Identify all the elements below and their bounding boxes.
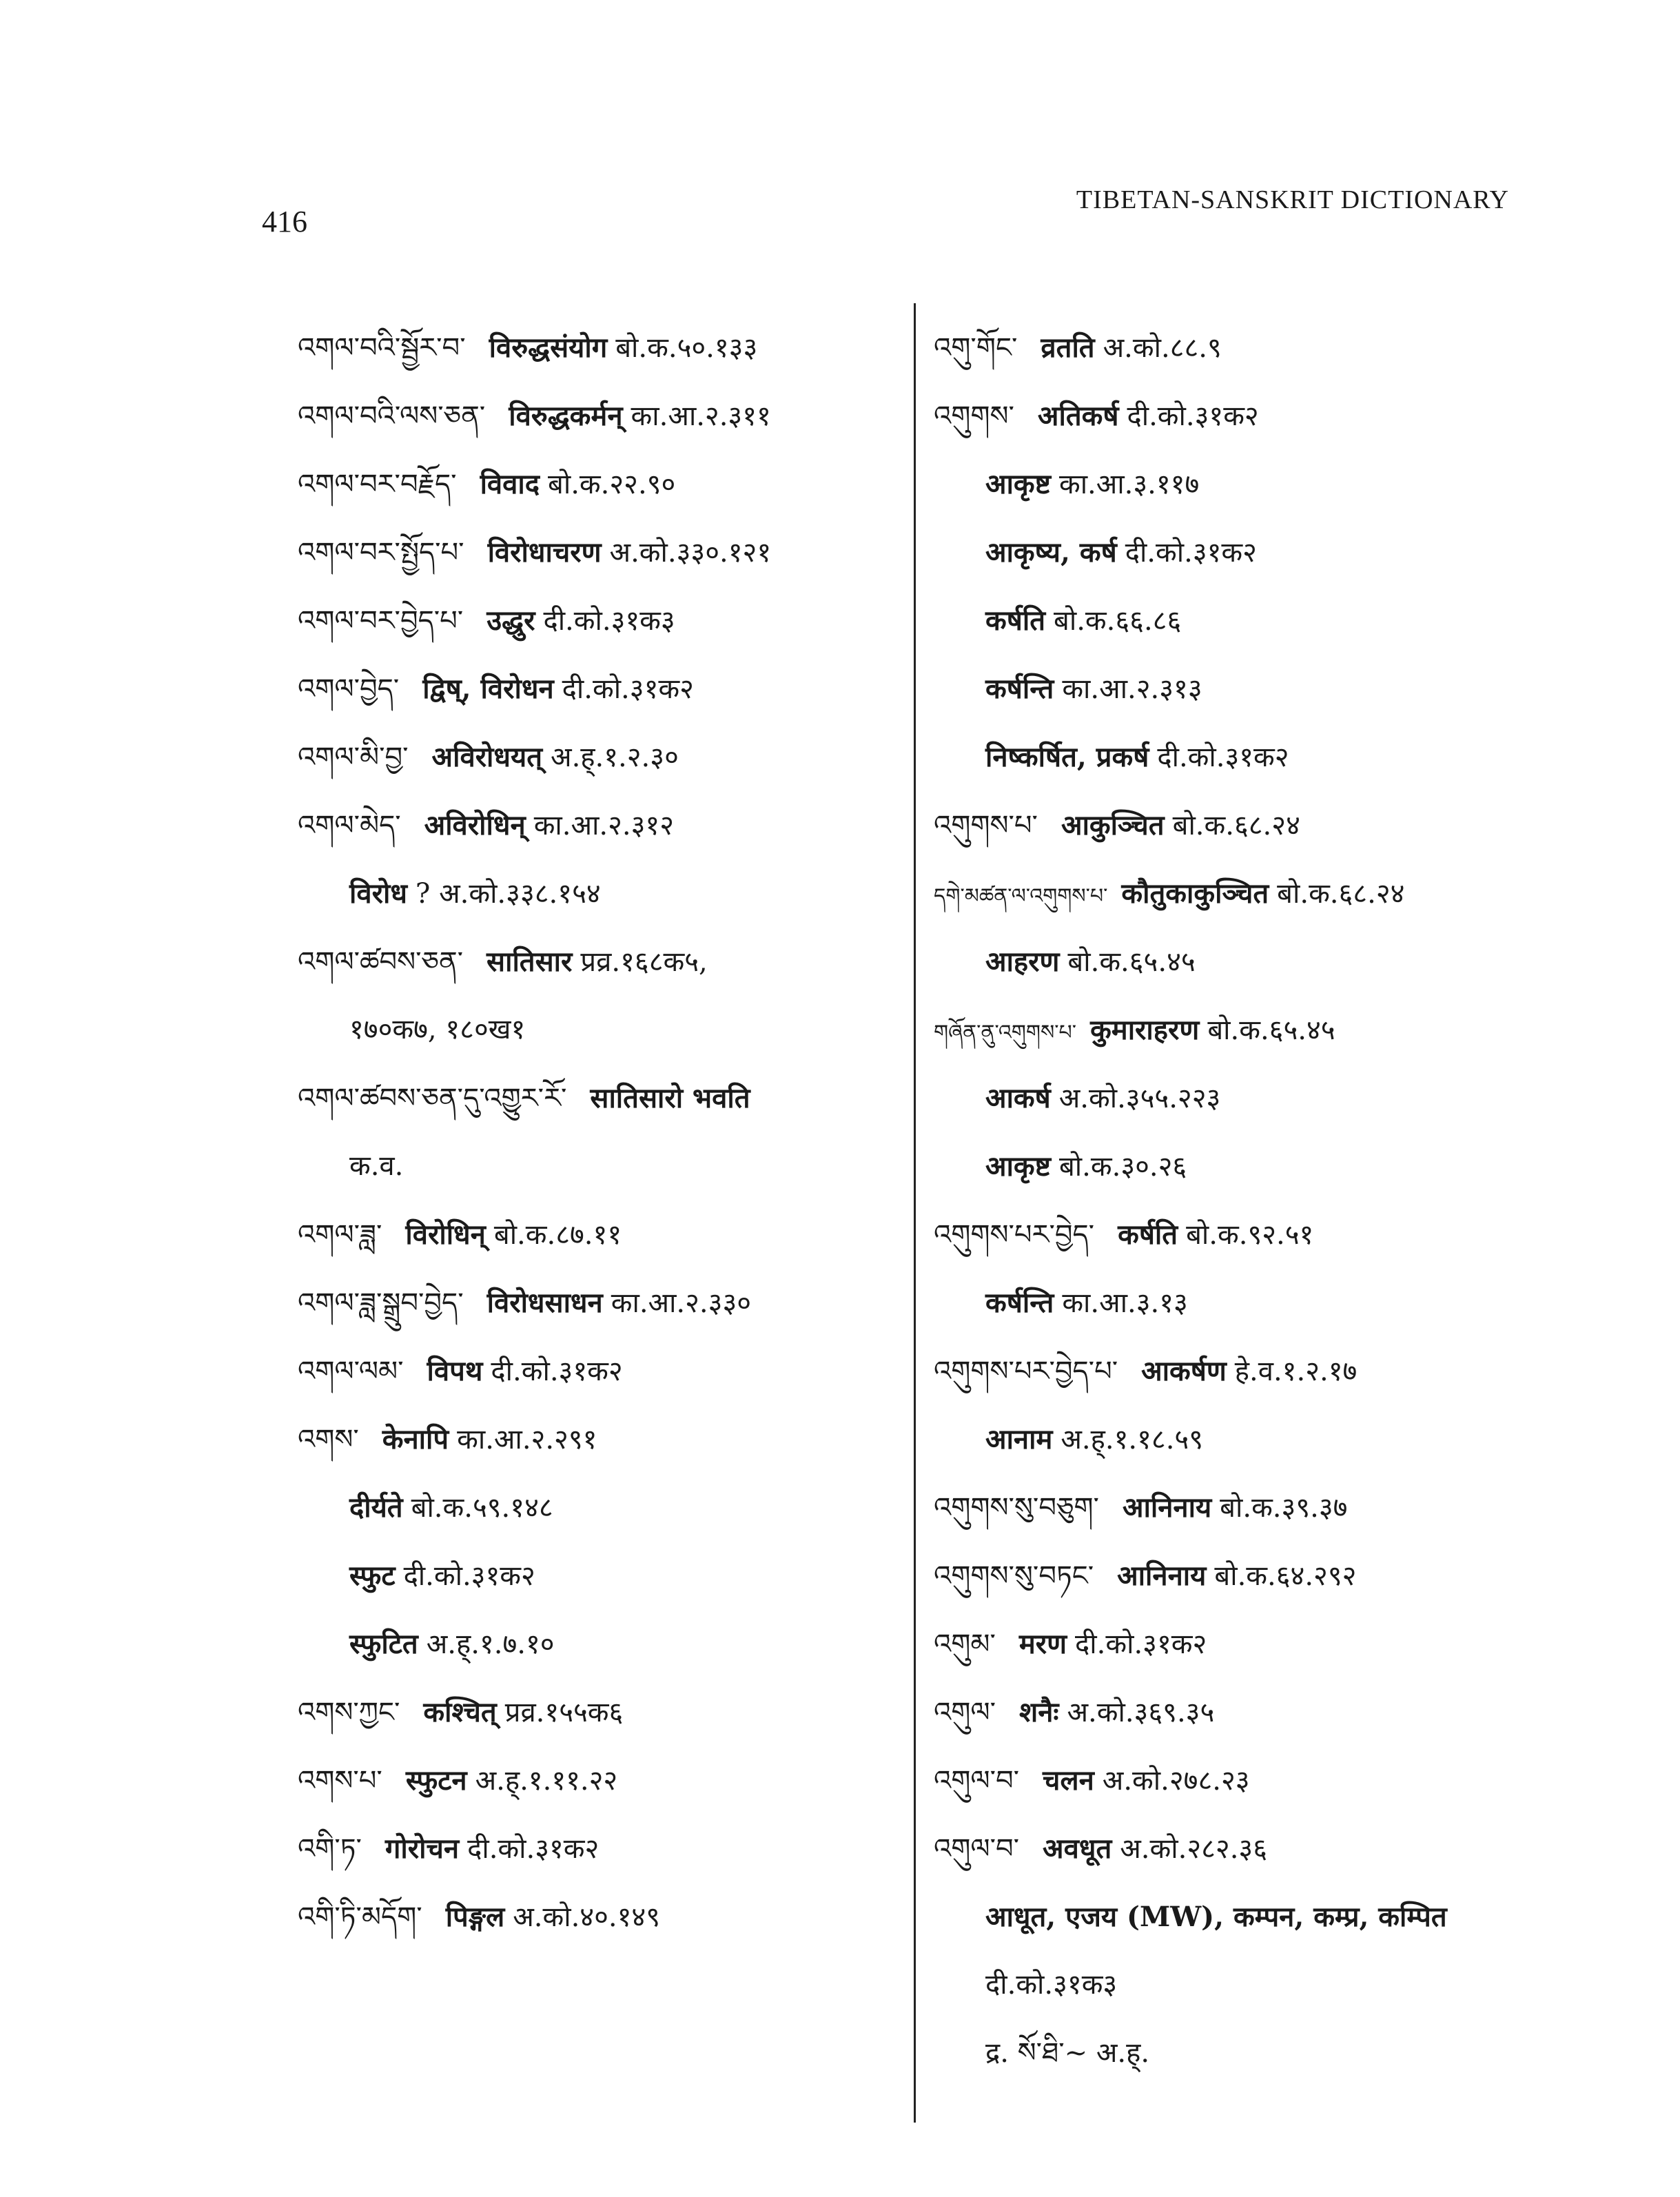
dictionary-entry xyxy=(934,996,1540,1064)
tibetan-headword: འགུགས་སུ་བཏང་ xyxy=(934,1560,1094,1592)
dictionary-entry xyxy=(934,1132,1540,1200)
sanskrit-equivalent: कश्चित् xyxy=(423,1696,497,1728)
sanskrit-equivalent: आकर्ष xyxy=(985,1082,1051,1114)
dictionary-entry xyxy=(298,314,904,382)
tibetan-headword: འགུགས་ xyxy=(934,400,1014,432)
sanskrit-equivalent: पिङ्गल xyxy=(445,1901,505,1933)
tibetan-headword: འགི་ཏ་ xyxy=(298,1833,362,1865)
dictionary-entry xyxy=(298,859,904,928)
source-reference: अ.को.२७८.२३ xyxy=(1102,1765,1250,1797)
sanskrit-equivalent: अविरोधिन् xyxy=(424,809,526,841)
source-reference: दी.को.३१क२ xyxy=(562,673,694,705)
dictionary-entry xyxy=(298,1883,904,1951)
source-reference: १७०क७, १८०ख१ xyxy=(349,1014,526,1045)
sanskrit-equivalent: आकुञ्चित xyxy=(1061,809,1165,841)
source-reference: अ.ह्.१.७.१० xyxy=(426,1628,555,1660)
sanskrit-equivalent: आकृष्ट xyxy=(985,1150,1051,1183)
sanskrit-equivalent: चलन xyxy=(1043,1764,1094,1797)
sanskrit-equivalent: विरुद्धकर्मन् xyxy=(509,400,623,432)
sanskrit-equivalent: अतिकर्ष xyxy=(1037,400,1119,432)
source-reference: का.आ.२.२९१ xyxy=(457,1424,597,1455)
source-reference: दी.को.३१क२ xyxy=(1157,742,1289,773)
dictionary-entry xyxy=(298,1542,904,1610)
source-reference: अ.ह्.१.२.३० xyxy=(551,742,679,773)
dictionary-entry xyxy=(934,928,1540,996)
dictionary-entry xyxy=(298,382,904,450)
dictionary-entry xyxy=(298,1815,904,1883)
source-reference: का.आ.३.१३ xyxy=(1062,1287,1188,1319)
tibetan-headword: འགལ་བྱེད་ xyxy=(298,673,400,705)
source-reference: प्रव्र.१५५क६ xyxy=(504,1697,624,1728)
tibetan-headword: འགལ་མི་བྱ་ xyxy=(298,742,409,773)
source-reference: का.आ.२.३१२ xyxy=(533,810,674,841)
dictionary-entry xyxy=(934,1542,1540,1610)
source-reference: का.आ.२.३३० xyxy=(611,1287,752,1319)
source-reference: अ.को.३५५.२२३ xyxy=(1058,1083,1221,1114)
sanskrit-equivalent: कुमाराहरण xyxy=(1090,1014,1200,1046)
source-reference: अ.को.२८२.३६ xyxy=(1120,1833,1268,1865)
sanskrit-equivalent: आकर्षण xyxy=(1141,1355,1227,1387)
sanskrit-equivalent: शनैः xyxy=(1019,1696,1059,1728)
dictionary-entry xyxy=(298,928,904,996)
source-reference: बो.क.६५.४५ xyxy=(1207,1014,1335,1046)
dictionary-entry xyxy=(934,1473,1540,1542)
tibetan-headword: འགུགས་སུ་བཅུག་ xyxy=(934,1492,1099,1524)
source-reference: बो.क.५०.१३३ xyxy=(615,332,758,364)
sanskrit-equivalent: सातिसार xyxy=(486,946,573,978)
source-reference: बो.क.६६.८६ xyxy=(1054,605,1182,637)
sanskrit-equivalent: केनापि xyxy=(382,1423,449,1455)
tibetan-headword: དགེ་མཚན་ལ་འགུགས་པ་ xyxy=(934,884,1108,908)
sanskrit-equivalent: आनिनाय xyxy=(1117,1560,1207,1592)
sanskrit-equivalent: स्फुटन xyxy=(405,1764,467,1797)
sanskrit-equivalent: कौतुकाकुञ्चित xyxy=(1121,877,1269,910)
running-head: TIBETAN-SANSKRIT DICTIONARY xyxy=(1076,185,1509,214)
sanskrit-equivalent: विरोधाचरण xyxy=(487,536,602,569)
tibetan-headword: འགལ་བའི་སྦྱོར་བ་ xyxy=(298,332,466,364)
tibetan-headword: འགལ་ཚབས་ཅན་ xyxy=(298,946,464,978)
sanskrit-equivalent: निष्कर्षित, प्रकर्ष xyxy=(985,741,1149,773)
tibetan-headword: འགལ་ཟླ་ xyxy=(298,1219,382,1251)
dictionary-entry xyxy=(934,859,1540,928)
sanskrit-equivalent: आधूत, एजय (MW), कम्पन, कम्प्र, कम्पित xyxy=(985,1901,1447,1933)
tibetan-headword: འགུགས་པར་བྱེད་ xyxy=(934,1219,1095,1251)
tibetan-headword: འགུམ་ xyxy=(934,1628,996,1660)
source-reference: दी.को.३१क२ xyxy=(491,1356,623,1387)
source-reference: दी.को.३१क२ xyxy=(467,1833,600,1865)
tibetan-headword: འགུ་གོང་ xyxy=(934,332,1018,364)
left-column xyxy=(298,314,904,1951)
tibetan-headword: འགལ་ཟླ་སྒྲུབ་བྱེད་ xyxy=(298,1287,464,1319)
sanskrit-equivalent: कर्षन्ति xyxy=(985,1287,1054,1319)
tibetan-headword: འགུགས་པར་བྱེད་པ་ xyxy=(934,1356,1118,1387)
dictionary-entry xyxy=(934,382,1540,450)
right-column xyxy=(934,314,1540,2087)
dictionary-entry xyxy=(934,1337,1540,1405)
dictionary-entry xyxy=(298,1269,904,1337)
dictionary-entry xyxy=(934,655,1540,723)
dictionary-entry xyxy=(934,2019,1540,2087)
tibetan-headword: འགི་ཏི་མདོག་ xyxy=(298,1901,422,1933)
source-reference: द्र. སོ་ཐི་~ अ.ह्. xyxy=(985,2037,1150,2069)
tibetan-headword: འགུལ་ xyxy=(934,1697,996,1728)
dictionary-entry xyxy=(298,586,904,655)
source-reference: अ.ह्.१.१८.५९ xyxy=(1061,1424,1204,1455)
dictionary-entry xyxy=(934,1610,1540,1678)
source-reference: ? अ.को.३३८.१५४ xyxy=(415,878,601,910)
dictionary-entry xyxy=(298,1200,904,1269)
sanskrit-equivalent: स्फुटित xyxy=(349,1628,418,1660)
tibetan-headword: འགལ་བར་སྤྱོད་པ་ xyxy=(298,537,464,569)
dictionary-entry xyxy=(298,655,904,723)
dictionary-entry xyxy=(934,1269,1540,1337)
source-reference: दी.को.३१क३ xyxy=(985,1969,1118,2001)
sanskrit-equivalent: अविरोधयत् xyxy=(431,741,543,773)
dictionary-entry xyxy=(298,1473,904,1542)
tibetan-headword: འགལ་ཚབས་ཅན་དུ་འགྱུར་རོ་ xyxy=(298,1083,567,1114)
dictionary-entry xyxy=(298,1064,904,1132)
dictionary-entry xyxy=(934,1064,1540,1132)
sanskrit-equivalent: आनाम xyxy=(985,1423,1053,1455)
column-divider xyxy=(914,303,916,2123)
source-reference: का.आ.२.३१३ xyxy=(1062,673,1202,705)
dictionary-entry xyxy=(934,1883,1540,1951)
tibetan-headword: འགལ་བར་བརྗོད་ xyxy=(298,469,457,500)
dictionary-entry xyxy=(298,723,904,791)
source-reference: बो.क.६५.४५ xyxy=(1067,946,1196,978)
source-reference: बो.क.६८.२४ xyxy=(1172,810,1300,841)
source-reference: दी.को.३१क२ xyxy=(1127,400,1259,432)
dictionary-entry xyxy=(934,1405,1540,1473)
source-reference: दी.को.३१क३ xyxy=(543,605,675,637)
source-reference: का.आ.३.११७ xyxy=(1058,469,1200,500)
sanskrit-equivalent: आकृष्य, कर्ष xyxy=(985,536,1117,569)
sanskrit-equivalent: विरोधसाधन xyxy=(486,1287,603,1319)
source-reference: बो.क.९२.५१ xyxy=(1186,1219,1314,1251)
dictionary-entry xyxy=(298,1610,904,1678)
source-reference: का.आ.२.३११ xyxy=(631,400,771,432)
sanskrit-equivalent: कर्षति xyxy=(1118,1218,1178,1251)
sanskrit-equivalent: सातिसारो भवति xyxy=(590,1082,750,1114)
source-reference: बो.क.२२.९० xyxy=(548,469,676,500)
dictionary-entry xyxy=(298,1678,904,1746)
dictionary-entry xyxy=(934,1200,1540,1269)
sanskrit-equivalent: उद्धुर xyxy=(486,604,535,637)
source-reference: दी.को.३१क२ xyxy=(1075,1628,1207,1660)
source-reference: अ.को.३६९.३५ xyxy=(1067,1697,1215,1728)
dictionary-entry xyxy=(298,450,904,518)
source-reference: क.व. xyxy=(349,1150,404,1182)
source-reference: दी.को.३१क२ xyxy=(1125,537,1257,569)
dictionary-entry xyxy=(934,314,1540,382)
sanskrit-equivalent: कर्षन्ति xyxy=(985,673,1054,705)
dictionary-entry xyxy=(934,450,1540,518)
source-reference: अ.को.३३०.१२१ xyxy=(609,537,772,569)
tibetan-headword: འགལ་བའི་ལས་ཅན་ xyxy=(298,400,486,432)
tibetan-headword: འགལ་ལམ་ xyxy=(298,1356,404,1387)
source-reference: दी.को.३१क२ xyxy=(403,1560,535,1592)
source-reference: अ.को.४०.१४९ xyxy=(513,1901,661,1933)
sanskrit-equivalent: विरोधिन् xyxy=(405,1218,486,1251)
sanskrit-equivalent: व्रतति xyxy=(1041,331,1095,364)
source-reference: अ.ह्.१.११.२२ xyxy=(475,1765,618,1797)
sanskrit-equivalent: गोरोचन xyxy=(385,1832,460,1865)
dictionary-entry xyxy=(934,1678,1540,1746)
tibetan-headword: འགས་ xyxy=(298,1424,359,1455)
sanskrit-equivalent: आकृष्ट xyxy=(985,468,1051,500)
sanskrit-equivalent: अवधूत xyxy=(1043,1832,1112,1865)
dictionary-entry xyxy=(934,1815,1540,1883)
dictionary-entry xyxy=(934,586,1540,655)
tibetan-headword: འགལ་མེད་ xyxy=(298,810,401,841)
sanskrit-equivalent: विरोध xyxy=(349,877,407,910)
sanskrit-equivalent: विवाद xyxy=(480,468,540,500)
sanskrit-equivalent: आनिनाय xyxy=(1122,1491,1212,1524)
sanskrit-equivalent: आहरण xyxy=(985,946,1060,978)
dictionary-entry xyxy=(934,723,1540,791)
dictionary-entry xyxy=(298,1405,904,1473)
sanskrit-equivalent: विपथ xyxy=(427,1355,483,1387)
source-reference: अ.को.८८.९ xyxy=(1103,332,1222,364)
tibetan-headword: འགུགས་པ་ xyxy=(934,810,1038,841)
sanskrit-equivalent: मरण xyxy=(1018,1628,1067,1660)
source-reference: हे.व.१.२.१७ xyxy=(1234,1356,1358,1387)
source-reference: प्रव्र.१६८क५, xyxy=(580,946,708,978)
sanskrit-equivalent: द्विष्, विरोधन xyxy=(422,673,554,705)
page-number: 416 xyxy=(262,205,307,238)
source-reference: बो.क.३०.२६ xyxy=(1058,1151,1187,1183)
tibetan-headword: གཞོན་ནུ་འགུགས་པ་ xyxy=(934,1021,1077,1045)
source-reference: बो.क.३९.३७ xyxy=(1220,1492,1348,1524)
dictionary-entry xyxy=(934,1746,1540,1815)
dictionary-entry xyxy=(934,791,1540,859)
source-reference: बो.क.६८.२४ xyxy=(1277,878,1405,910)
sanskrit-equivalent: दीर्यते xyxy=(349,1491,403,1524)
source-reference: बो.क.६४.२९२ xyxy=(1214,1560,1357,1592)
tibetan-headword: འགས་ཀྱང་ xyxy=(298,1697,400,1728)
source-reference: बो.क.५९.१४८ xyxy=(411,1492,553,1524)
source-reference: बो.क.८७.११ xyxy=(493,1219,622,1251)
tibetan-headword: འགལ་བར་བྱེད་པ་ xyxy=(298,605,464,637)
dictionary-entry xyxy=(298,1337,904,1405)
dictionary-entry xyxy=(298,996,904,1064)
dictionary-entry xyxy=(934,1951,1540,2019)
dictionary-entry xyxy=(934,518,1540,586)
dictionary-entry xyxy=(298,791,904,859)
dictionary-entry xyxy=(298,518,904,586)
sanskrit-equivalent: स्फुट xyxy=(349,1560,396,1592)
dictionary-entry xyxy=(298,1132,904,1200)
tibetan-headword: འགུལ་བ་ xyxy=(934,1833,1020,1865)
tibetan-headword: འགས་པ་ xyxy=(298,1765,382,1797)
sanskrit-equivalent: कर्षति xyxy=(985,604,1045,637)
dictionary-entry xyxy=(298,1746,904,1815)
tibetan-headword: འགུལ་བ་ xyxy=(934,1765,1020,1797)
sanskrit-equivalent: विरुद्धसंयोग xyxy=(489,331,608,364)
